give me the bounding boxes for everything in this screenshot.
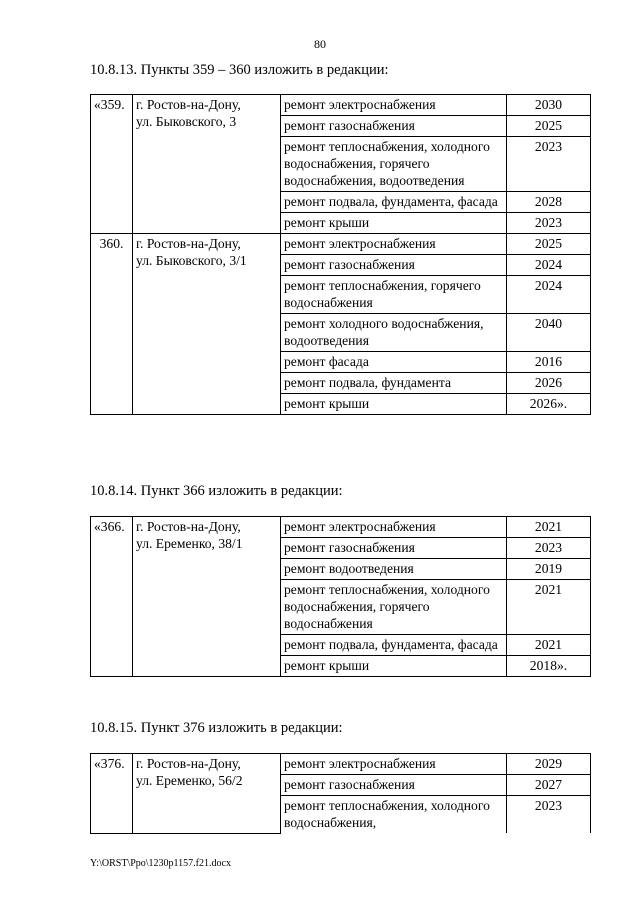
work-year: 2026 xyxy=(507,373,591,394)
work-year: 2028 xyxy=(507,192,591,213)
work-name: ремонт холодного водоснабжения, водоотведения xyxy=(281,314,507,352)
table-row xyxy=(91,517,591,538)
work-name: ремонт газоснабжения xyxy=(281,255,507,276)
address-street: ул. Быковского, 3/1 xyxy=(136,253,247,268)
item-number: «366. xyxy=(91,517,133,677)
work-year: 2021 xyxy=(507,580,591,635)
work-year: 2026». xyxy=(507,394,591,415)
table-row xyxy=(91,234,591,255)
work-name: ремонт газоснабжения xyxy=(281,538,507,559)
work-name: ремонт подвала, фундамента, фасада xyxy=(281,635,507,656)
address-city: г. Ростов-на-Дону, xyxy=(136,236,241,251)
work-year: 2023 xyxy=(507,137,591,192)
amendment-table xyxy=(90,516,591,677)
work-name: ремонт электроснабжения xyxy=(281,234,507,255)
address-city: г. Ростов-на-Дону, xyxy=(136,97,241,112)
work-year: 2023 xyxy=(507,796,591,834)
work-year: 2021 xyxy=(507,635,591,656)
work-year: 2023 xyxy=(507,538,591,559)
work-year: 2025 xyxy=(507,234,591,255)
work-name: ремонт газоснабжения xyxy=(281,116,507,137)
work-year: 2024 xyxy=(507,276,591,314)
address-city: г. Ростов-на-Дону, xyxy=(136,756,241,771)
work-year: 2040 xyxy=(507,314,591,352)
work-name: ремонт крыши xyxy=(281,394,507,415)
address-street: ул. Еременко, 56/2 xyxy=(136,773,243,788)
work-year: 2027 xyxy=(507,775,591,796)
table-row xyxy=(91,95,591,116)
amendment-table xyxy=(90,94,591,415)
work-name: ремонт фасада xyxy=(281,352,507,373)
file-path-footer: Y:\ORST\Ppo\1230p1157.f21.docx xyxy=(90,858,231,869)
section-heading: 10.8.14. Пункт 366 изложить в редакции: xyxy=(90,483,343,499)
page-number: 80 xyxy=(314,37,326,51)
work-name: ремонт крыши xyxy=(281,213,507,234)
work-name: ремонт крыши xyxy=(281,656,507,677)
work-year: 2018». xyxy=(507,656,591,677)
work-year: 2025 xyxy=(507,116,591,137)
address-cell xyxy=(133,517,281,677)
work-name: ремонт электроснабжения xyxy=(281,517,507,538)
work-year: 2029 xyxy=(507,754,591,775)
address-cell xyxy=(133,234,281,415)
table-row xyxy=(91,754,591,775)
work-name: ремонт теплоснабжения, холодного водоснабжения, горячего водоснабжения xyxy=(281,580,507,635)
work-name: ремонт теплоснабжения, горячего водоснабжения xyxy=(281,276,507,314)
work-name: ремонт теплоснабжения, холодного водоснабжения, xyxy=(281,796,507,834)
work-year: 2030 xyxy=(507,95,591,116)
work-year: 2016 xyxy=(507,352,591,373)
address-city: г. Ростов-на-Дону, xyxy=(136,519,241,534)
work-year: 2021 xyxy=(507,517,591,538)
work-name: ремонт подвала, фундамента, фасада xyxy=(281,192,507,213)
address-cell xyxy=(133,754,281,834)
item-number: «376. xyxy=(91,754,133,834)
work-name: ремонт теплоснабжения, холодного водоснабжения, горячего водоснабжения, водоотведения xyxy=(281,137,507,192)
work-name: ремонт подвала, фундамента xyxy=(281,373,507,394)
work-name: ремонт электроснабжения xyxy=(281,754,507,775)
work-name: ремонт электроснабжения xyxy=(281,95,507,116)
address-street: ул. Быковского, 3 xyxy=(136,114,237,129)
work-year: 2024 xyxy=(507,255,591,276)
item-number: 360. xyxy=(91,234,133,415)
work-name: ремонт газоснабжения xyxy=(281,775,507,796)
section-heading: 10.8.13. Пункты 359 – 360 изложить в редакции: xyxy=(90,62,389,78)
address-street: ул. Еременко, 38/1 xyxy=(136,536,243,551)
work-year: 2019 xyxy=(507,559,591,580)
amendment-table xyxy=(90,753,591,834)
item-number: «359. xyxy=(91,95,133,234)
section-heading: 10.8.15. Пункт 376 изложить в редакции: xyxy=(90,720,343,736)
work-year: 2023 xyxy=(507,213,591,234)
address-cell xyxy=(133,95,281,234)
work-name: ремонт водоотведения xyxy=(281,559,507,580)
